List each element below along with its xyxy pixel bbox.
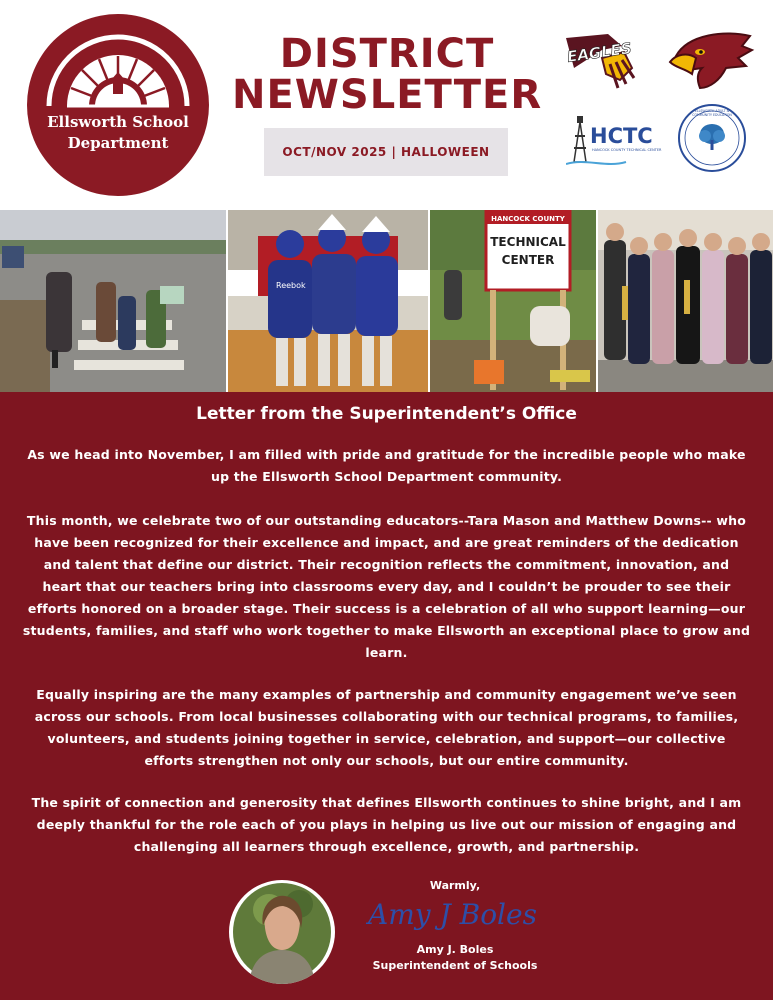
photo-walk-to-school — [0, 210, 226, 392]
newsletter-subtitle: NEWSLETTER — [232, 72, 543, 118]
eagle-mascot-logo — [666, 28, 756, 90]
superintendent-portrait — [229, 880, 335, 984]
signer-name: Amy J. Boles — [416, 943, 494, 956]
superintendent-letter — [0, 392, 773, 1000]
letter-paragraph-4: The spirit of connection and generosity that defines Ellsworth continues to shine bright, and I am deeply thankful for the role each of you plays in helping us live out our mission of engaging and challenging all learners through excellence, growth, and partnership. — [31, 795, 742, 854]
eagle-head-icon — [666, 28, 756, 90]
letter-paragraph-2: This month, we celebrate two of our outstanding educators--Tara Mason and Matthew Downs-- who have been recognized for their excellence and impact, and are great reminders of the dedication and talent that define our district. Their recognition reflects the commitment, innovation, and heart that our teachers bring into classrooms every day, and I couldn’t be prouder to see their efforts honored on a broader stage. Their success is a celebration of all who support learning—our students, families, and staff who work together to make Ellsworth an exceptional place to grow and learn. — [22, 513, 751, 660]
signer-title: Superintendent of Schools — [372, 959, 538, 972]
shirt-brand-text: Reebok — [276, 281, 306, 290]
letter-heading: Letter from the Superintendent’s Office — [196, 404, 577, 424]
eagles-wordmark: EAGLES — [566, 39, 633, 66]
letter-paragraph-3: Equally inspiring are the many examples of partnership and community engagement we’ve seen across our schools. From local businesses collaborating with our technical programs, to families, volunteers, and students joining together in service, celebration, and support—our collective efforts strengthen not only our schools, but our entire community. — [34, 687, 739, 768]
signature-image — [364, 888, 554, 940]
sign-line3: CENTER — [501, 253, 555, 267]
schoolhouse-arch-icon — [27, 14, 209, 196]
sign-line2: TECHNICAL — [490, 235, 566, 249]
eagles-logo — [562, 28, 642, 96]
newsletter-title: DISTRICT — [279, 31, 495, 77]
adult-education-label: ELLSWORTH ADULT & COMMUNITY EDUCATION — [692, 109, 732, 117]
newsletter-header — [0, 0, 773, 210]
hctc-logo — [566, 106, 666, 170]
sign-line1: HANCOCK COUNTY — [491, 215, 565, 223]
photo-strip — [0, 210, 773, 392]
photo-technical-center — [430, 210, 596, 392]
adult-education-logo — [678, 104, 746, 172]
closing-line: Warmly, — [429, 879, 481, 892]
handwritten-signature: Amy J Boles — [368, 898, 537, 931]
logo-name-line1: Ellsworth School — [47, 113, 189, 131]
eagle-talon-icon — [562, 28, 642, 96]
letter-paragraph-1: As we head into November, I am filled with pride and gratitude for the incredible people who make up the Ellsworth School Department community. — [27, 447, 746, 484]
photo-smurf-costumes — [228, 210, 428, 392]
photo-trophy-winners — [598, 210, 773, 392]
edition-badge: OCT/NOV 2025 | HALLOWEEN — [264, 128, 508, 176]
district-logo — [27, 14, 209, 196]
logo-name-line2: Department — [67, 134, 169, 152]
hctc-wordmark: HCTC — [590, 124, 653, 148]
hctc-subtitle: HANCOCK COUNTY TECHNICAL CENTER — [592, 148, 662, 152]
